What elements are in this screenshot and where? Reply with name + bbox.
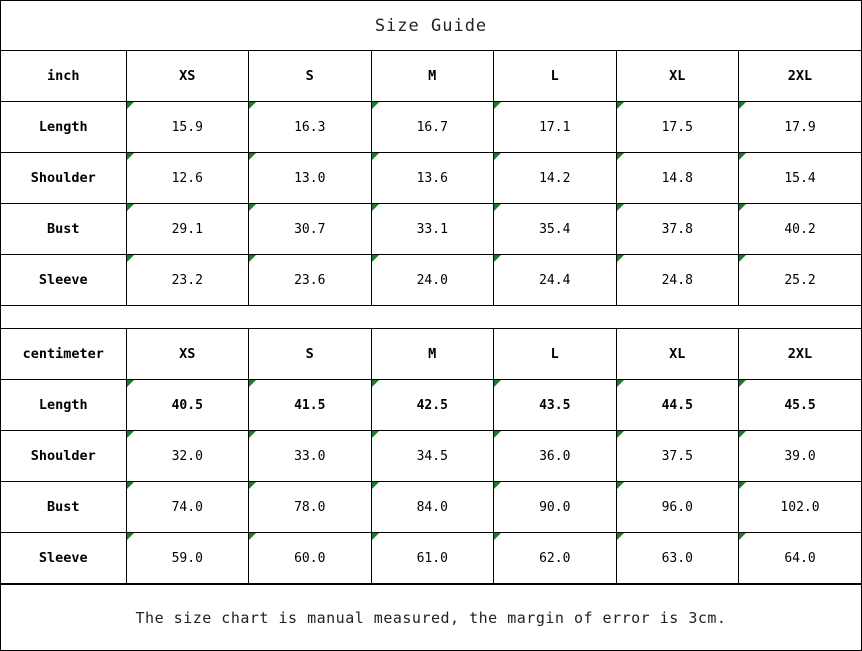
inch-table-block <box>1 51 861 306</box>
size-header-2xl: 2XL <box>739 329 862 380</box>
cell-length-s: 16.3 <box>249 102 372 153</box>
row-label-length: Length <box>1 102 126 153</box>
cell-bust-xl: 37.8 <box>616 204 739 255</box>
cell-shoulder-m: 34.5 <box>371 431 494 482</box>
size-header-l: L <box>494 329 617 380</box>
unit-label-inch: inch <box>1 51 126 102</box>
cell-shoulder-l: 14.2 <box>494 153 617 204</box>
table-row <box>1 102 861 153</box>
cell-sleeve-m: 61.0 <box>371 533 494 584</box>
cell-sleeve-s: 23.6 <box>249 255 372 306</box>
size-header-xl: XL <box>616 51 739 102</box>
cell-sleeve-2xl: 25.2 <box>739 255 862 306</box>
size-header-s: S <box>249 51 372 102</box>
cell-length-s: 41.5 <box>249 380 372 431</box>
cell-sleeve-l: 62.0 <box>494 533 617 584</box>
size-header-l: L <box>494 51 617 102</box>
row-label-sleeve: Sleeve <box>1 255 126 306</box>
size-header-m: M <box>371 51 494 102</box>
cell-length-2xl: 17.9 <box>739 102 862 153</box>
cell-sleeve-xl: 24.8 <box>616 255 739 306</box>
row-label-shoulder: Shoulder <box>1 431 126 482</box>
cell-bust-m: 84.0 <box>371 482 494 533</box>
row-label-bust: Bust <box>1 482 126 533</box>
cell-bust-l: 35.4 <box>494 204 617 255</box>
table-row <box>1 204 861 255</box>
row-label-sleeve: Sleeve <box>1 533 126 584</box>
table-header-row <box>1 329 861 380</box>
cell-sleeve-m: 24.0 <box>371 255 494 306</box>
cell-shoulder-xs: 32.0 <box>126 431 249 482</box>
cell-length-l: 17.1 <box>494 102 617 153</box>
cell-bust-s: 30.7 <box>249 204 372 255</box>
cell-length-l: 43.5 <box>494 380 617 431</box>
size-header-xl: XL <box>616 329 739 380</box>
measurement-disclaimer: The size chart is manual measured, the margin of error is 3cm. <box>1 584 861 650</box>
table-separator <box>1 305 861 329</box>
table-row <box>1 153 861 204</box>
cell-bust-2xl: 102.0 <box>739 482 862 533</box>
cell-shoulder-s: 33.0 <box>249 431 372 482</box>
cell-bust-l: 90.0 <box>494 482 617 533</box>
cell-shoulder-2xl: 39.0 <box>739 431 862 482</box>
table-row <box>1 482 861 533</box>
cell-sleeve-2xl: 64.0 <box>739 533 862 584</box>
cell-shoulder-s: 13.0 <box>249 153 372 204</box>
cell-shoulder-2xl: 15.4 <box>739 153 862 204</box>
table-row <box>1 533 861 584</box>
cell-sleeve-xl: 63.0 <box>616 533 739 584</box>
size-header-xs: XS <box>126 329 249 380</box>
cell-sleeve-s: 60.0 <box>249 533 372 584</box>
cell-shoulder-xs: 12.6 <box>126 153 249 204</box>
table-header-row <box>1 51 861 102</box>
cell-length-m: 16.7 <box>371 102 494 153</box>
cell-shoulder-xl: 14.8 <box>616 153 739 204</box>
cell-sleeve-l: 24.4 <box>494 255 617 306</box>
table-row <box>1 380 861 431</box>
size-header-m: M <box>371 329 494 380</box>
row-label-bust: Bust <box>1 204 126 255</box>
cell-bust-s: 78.0 <box>249 482 372 533</box>
cell-sleeve-xs: 23.2 <box>126 255 249 306</box>
centimeter-size-table <box>1 329 861 584</box>
cell-bust-xs: 29.1 <box>126 204 249 255</box>
cell-shoulder-m: 13.6 <box>371 153 494 204</box>
table-row <box>1 431 861 482</box>
cell-length-xl: 44.5 <box>616 380 739 431</box>
cell-length-xl: 17.5 <box>616 102 739 153</box>
cell-length-xs: 15.9 <box>126 102 249 153</box>
row-label-shoulder: Shoulder <box>1 153 126 204</box>
page-title: Size Guide <box>1 1 861 51</box>
size-header-xs: XS <box>126 51 249 102</box>
row-label-length: Length <box>1 380 126 431</box>
size-header-2xl: 2XL <box>739 51 862 102</box>
table-row <box>1 255 861 306</box>
inch-size-table <box>1 51 861 306</box>
cell-shoulder-xl: 37.5 <box>616 431 739 482</box>
unit-label-centimeter: centimeter <box>1 329 126 380</box>
cell-length-2xl: 45.5 <box>739 380 862 431</box>
centimeter-table-block <box>1 329 861 584</box>
cell-bust-m: 33.1 <box>371 204 494 255</box>
size-header-s: S <box>249 329 372 380</box>
cell-shoulder-l: 36.0 <box>494 431 617 482</box>
cell-sleeve-xs: 59.0 <box>126 533 249 584</box>
cell-length-xs: 40.5 <box>126 380 249 431</box>
cell-bust-xl: 96.0 <box>616 482 739 533</box>
cell-bust-2xl: 40.2 <box>739 204 862 255</box>
cell-length-m: 42.5 <box>371 380 494 431</box>
cell-bust-xs: 74.0 <box>126 482 249 533</box>
